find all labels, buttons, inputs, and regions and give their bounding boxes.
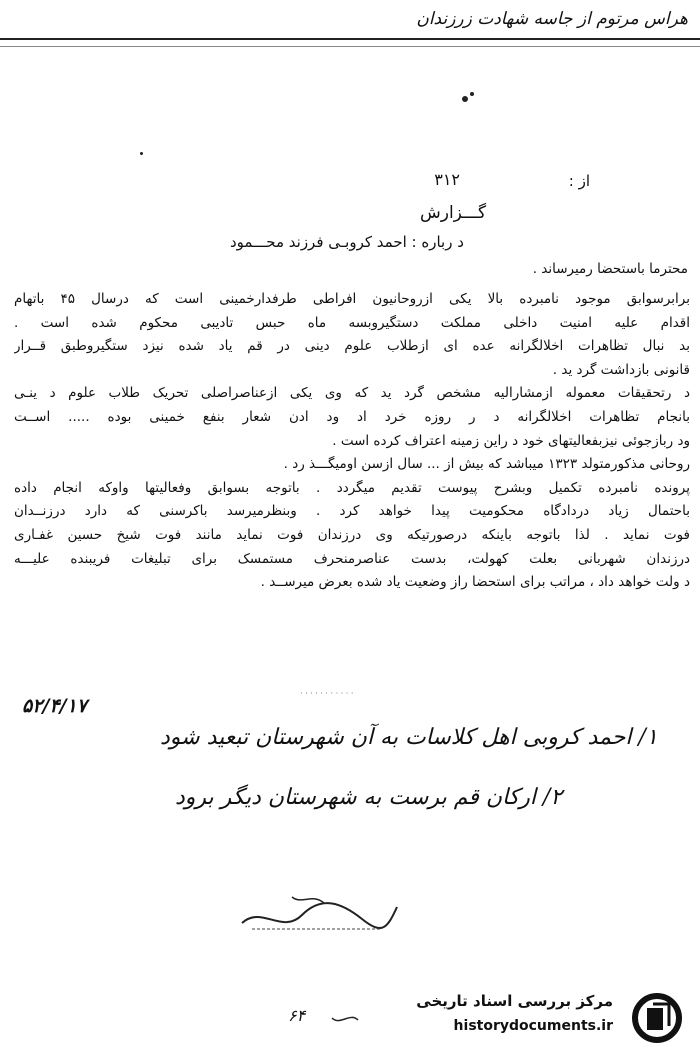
handwritten-header: هراس مرتوم از جاسه شهادت زرزندان — [416, 9, 688, 29]
header-rule — [0, 38, 700, 40]
page-number-flourish — [330, 1012, 360, 1026]
body-line: بانجام تظاهرات اخلالگرانه د ر روزه خرد اد ود ادن شعار بنفع خمینی بوده ..... اســت — [14, 408, 690, 425]
handwritten-date: ۵۲/۴/۱۷ — [22, 695, 87, 717]
report-subject: د رباره : احمد کروبـی فرزند محـــمود — [230, 233, 464, 251]
ink-speck — [140, 152, 143, 155]
report-title: گـــزارش — [420, 203, 487, 223]
archive-emblem-icon — [629, 992, 685, 1044]
header-rule-thin — [0, 46, 700, 47]
body-line: درزندان شهربانی بعلت کهولت، بدست عناصرمنحرف مستمسک برای تبلیغات فریبنده علیـــه — [14, 550, 690, 567]
ink-speck — [462, 96, 468, 102]
body-line: د ولت خواهد داد ، مراتب برای استحضا راز وضعیت یاد شده بعرض میرســد . — [260, 574, 690, 591]
body-line: برابرسوابق موجود نامبرده بالا یکی ازروحانیون افراطی طرفدارخمینی است که درسال ۴۵ باتهام — [14, 291, 690, 307]
from-label: از : — [568, 172, 590, 190]
handwritten-note-2: ۲/ ارکان قم برست به شهرستان دیگر برود — [175, 785, 563, 810]
report-body — [14, 288, 690, 595]
body-line: بد نبال تظاهرات اخلالگرانه عده ای ازطلاب علوم دینی در قم یاد شده نیزد ستگیروطبق قــرار — [14, 338, 690, 355]
watermark-logo — [408, 988, 693, 1048]
from-number: ۳۱۲ — [434, 170, 460, 189]
page-number: ۶۴ — [288, 1006, 306, 1025]
faint-stamp: · · · · · · · · · · · — [300, 689, 354, 698]
body-line: باحتمال زیاد دردادگاه محکومیت پیدا خواهد کرد . وبنظرمیرسد باکرسنی که دارد درزنــدان — [14, 503, 690, 520]
body-line: اقدام علیه امنیت داخلی مملکت دستگیروبسه ماه حبس تادیبی محکوم شده است . — [14, 314, 690, 331]
ink-speck — [470, 92, 474, 96]
body-line: فوت نماید . لذا باتوجه باینکه درصورتیکه وی درزندان فوت نماید مانند فوت شیخ حسین غفـاری — [14, 526, 690, 543]
handwritten-note-1: ۱/ احمد کروبی اهل کلاسات به آن شهرستان تبعید شود — [160, 725, 658, 750]
body-line: قانونی بازداشت گرد ید . — [552, 361, 690, 378]
body-line: روحانی مذکورمتولد ۱۳۲۳ میباشد که بیش از ... سال ازسن اومیگـــذ رد . — [283, 456, 690, 473]
body-line: د رتحقیقات معموله ازمشارالیه مشخص گرد ید که وی یکی ازعناصراصلی تحریک طلاب علوم د ینـی — [14, 385, 690, 402]
body-line: ود ربازجوئی نیزبفعالیتهای خود د راین زمینه اعتراف کرده است . — [332, 432, 690, 449]
signature-scribble — [232, 885, 402, 945]
body-line: پرونده نامبرده تکمیل وبشرح پیوست تقدیم میگردد . باتوجه بسوابق وفعالیتها واوکه انجام داده — [14, 479, 690, 496]
greeting: محترما باستحضا رمیرساند . — [532, 261, 688, 277]
watermark-name: مرکز بررسی اسناد تاریخی — [416, 992, 613, 1010]
watermark-url: historydocuments.ir — [453, 1018, 613, 1034]
